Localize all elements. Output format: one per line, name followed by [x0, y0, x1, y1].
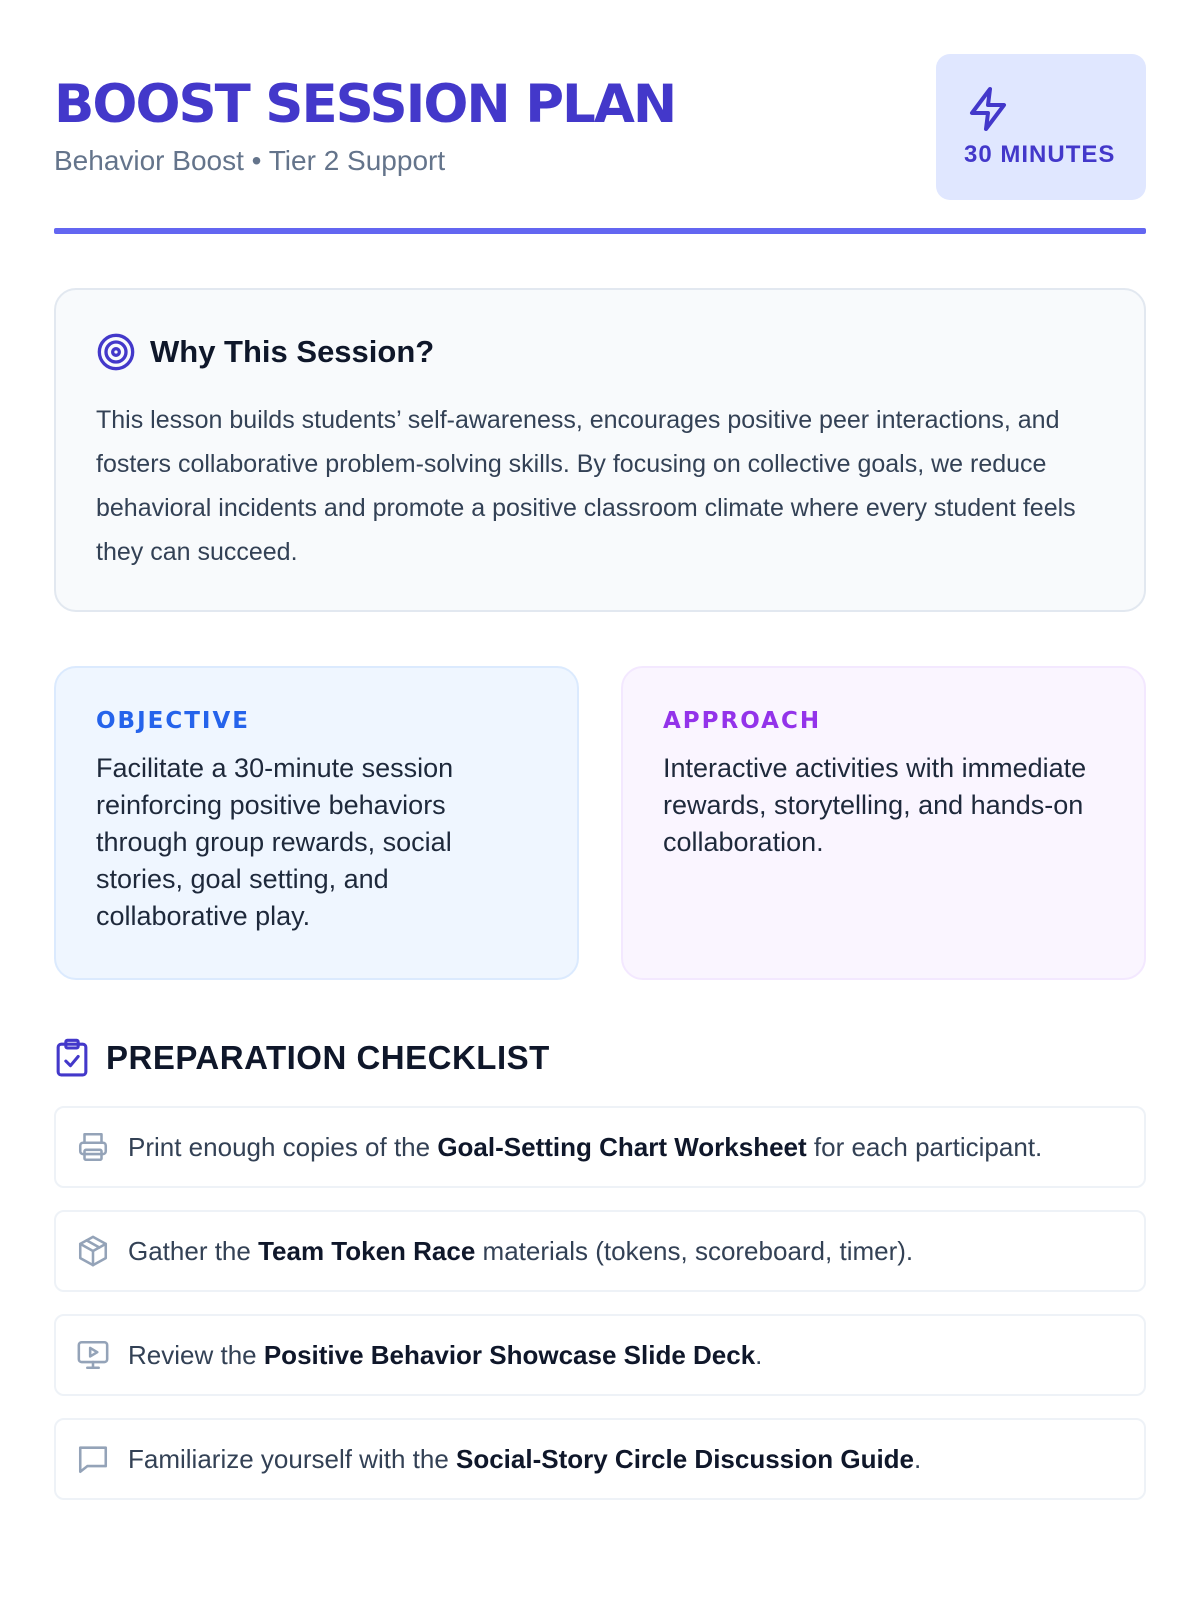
why-heading	[96, 332, 1104, 372]
printer-icon	[76, 1130, 110, 1164]
checklist-item-review-slides	[54, 1314, 1146, 1396]
checklist-heading	[54, 1038, 1146, 1078]
objective-card	[54, 666, 579, 980]
presentation-icon	[76, 1338, 110, 1372]
chat-icon	[76, 1442, 110, 1476]
approach-card	[621, 666, 1146, 980]
page-title: BOOST SESSION PLAN	[54, 74, 676, 135]
checklist-item-text: Review the Positive Behavior Showcase Slide Deck.	[128, 1339, 763, 1370]
checklist-item-text: Print enough copies of the Goal-Setting Chart Worksheet for each participant.	[128, 1131, 1043, 1162]
box-icon	[76, 1234, 110, 1268]
objective-approach-row	[54, 666, 1146, 980]
objective-text: Facilitate a 30-minute session reinforcing positive behaviors through group rewards, social stories, goal setting, and collaborative play.	[96, 753, 454, 931]
checklist-item-gather-materials	[54, 1210, 1146, 1292]
target-icon	[96, 332, 136, 372]
why-body: This lesson builds students’ self-awareness, encourages positive peer interactions, and fosters collaborative problem-solving skills. By focusing on collective goals, we reduce behavioral incidents and promote a positive classroom climate where every student feels they can succeed.	[96, 406, 1076, 566]
checklist-title: PREPARATION CHECKLIST	[106, 1039, 550, 1076]
header	[54, 54, 1146, 200]
header-divider	[54, 228, 1146, 234]
duration-label: 30 MINUTES	[964, 141, 1116, 168]
why-title: Why This Session?	[150, 334, 435, 369]
checklist-item-print-worksheet	[54, 1106, 1146, 1188]
clipboard-check-icon	[54, 1038, 90, 1078]
objective-label: OBJECTIVE	[96, 708, 250, 734]
lightning-icon	[964, 85, 1012, 133]
page-subtitle: Behavior Boost • Tier 2 Support	[54, 145, 446, 176]
approach-label: APPROACH	[663, 708, 822, 734]
approach-text: Interactive activities with immediate rewards, storytelling, and hands-on collaboration.	[663, 753, 1087, 857]
duration-badge	[936, 54, 1146, 200]
checklist-item-discussion-guide	[54, 1418, 1146, 1500]
checklist-item-text: Familiarize yourself with the Social-Story Circle Discussion Guide.	[128, 1443, 922, 1474]
checklist-item-text: Gather the Team Token Race materials (tokens, scoreboard, timer).	[128, 1235, 914, 1266]
title-block	[54, 54, 675, 177]
checklist	[54, 1106, 1146, 1500]
why-card	[54, 288, 1146, 612]
